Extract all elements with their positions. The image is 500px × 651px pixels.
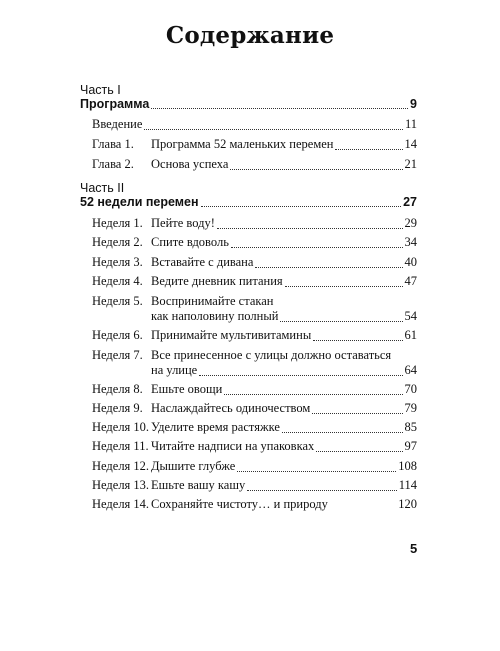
page-number: 47 bbox=[404, 274, 417, 288]
entry-title: Сохраняйте чистоту… и природу bbox=[151, 497, 328, 511]
toc-entry-week-9 bbox=[92, 400, 417, 416]
section-title: Программа bbox=[80, 97, 150, 111]
entry-label: Неделя 9. bbox=[92, 401, 143, 415]
leader-dots bbox=[280, 321, 402, 322]
entry-label: Неделя 12. bbox=[92, 459, 150, 473]
toc-entry-week-6 bbox=[92, 327, 417, 343]
leader-dots bbox=[237, 471, 396, 472]
page-number: 79 bbox=[404, 401, 417, 415]
toc-entry-week-7-line-1 bbox=[92, 347, 417, 363]
toc-entry-week-2 bbox=[92, 234, 417, 250]
entry-title: Уделите время растяжке bbox=[151, 420, 280, 434]
entry-title: Ешьте овощи bbox=[151, 382, 223, 396]
leader-dots bbox=[312, 413, 402, 414]
page-number: 11 bbox=[404, 117, 417, 131]
part-1-label: Часть I bbox=[80, 83, 121, 97]
leader-dots bbox=[285, 286, 403, 287]
entry-title: Воспринимайте стакан bbox=[151, 294, 274, 308]
toc-entry-week-5-line-2 bbox=[151, 308, 417, 324]
entry-label: Неделя 8. bbox=[92, 382, 143, 396]
entry-title: Ешьте вашу кашу bbox=[151, 478, 246, 492]
toc-entry-week-4 bbox=[92, 273, 417, 289]
leader-dots bbox=[231, 247, 403, 248]
leader-dots bbox=[316, 451, 402, 452]
entry-title: Все принесенное с улицы должно оставаться bbox=[151, 348, 392, 362]
entry-label: Неделя 11. bbox=[92, 439, 149, 453]
entry-label: Неделя 7. bbox=[92, 348, 143, 362]
entry-title-continued: на улице bbox=[151, 363, 198, 377]
toc-entry-week-5-line-1 bbox=[92, 293, 417, 309]
entry-label: Глава 2. bbox=[92, 157, 134, 171]
page-number: 54 bbox=[404, 309, 417, 323]
toc-entry-week-13 bbox=[92, 477, 417, 493]
entry-title: Дышите глубже bbox=[151, 459, 236, 473]
page-number: 40 bbox=[404, 255, 417, 269]
page-number: 61 bbox=[404, 328, 417, 342]
toc-entry-week-10 bbox=[92, 419, 417, 435]
leader-dots bbox=[230, 169, 402, 170]
entry-label: Неделя 3. bbox=[92, 255, 143, 269]
page-title: Содержание bbox=[165, 22, 335, 49]
page-number: 21 bbox=[404, 157, 417, 171]
toc-entry-intro bbox=[92, 116, 417, 132]
leader-dots bbox=[217, 228, 403, 229]
entry-title: Программа 52 маленьких перемен bbox=[151, 137, 334, 151]
entry-title: Основа успеха bbox=[151, 157, 229, 171]
page-number: 27 bbox=[403, 195, 417, 209]
page-number: 14 bbox=[404, 137, 417, 151]
entry-label: Неделя 2. bbox=[92, 235, 143, 249]
page-number: 85 bbox=[404, 420, 417, 434]
leader-dots bbox=[247, 490, 396, 491]
entry-title: Принимайте мультивитамины bbox=[151, 328, 312, 342]
leader-dots bbox=[282, 432, 403, 433]
leader-dots bbox=[144, 129, 403, 130]
entry-label: Неделя 1. bbox=[92, 216, 143, 230]
toc-entry-chapter-1 bbox=[92, 136, 417, 152]
entry-title-continued: как наполовину полный bbox=[151, 309, 279, 323]
toc-entry-week-12 bbox=[92, 458, 417, 474]
toc-section-program bbox=[80, 95, 417, 111]
page-number: 64 bbox=[404, 363, 417, 377]
entry-title: Вставайте с дивана bbox=[151, 255, 254, 269]
leader-dots bbox=[151, 108, 408, 109]
folio-page-number: 5 bbox=[410, 541, 418, 556]
leader-dots bbox=[255, 267, 402, 268]
entry-label: Неделя 13. bbox=[92, 478, 150, 492]
entry-title: Введение bbox=[92, 117, 143, 131]
entry-label: Неделя 6. bbox=[92, 328, 143, 342]
page-number: 70 bbox=[404, 382, 417, 396]
entry-label: Неделя 4. bbox=[92, 274, 143, 288]
page-number: 120 bbox=[398, 497, 417, 511]
part-2-label: Часть II bbox=[80, 181, 125, 195]
leader-dots bbox=[199, 375, 402, 376]
entry-title: Ведите дневник питания bbox=[151, 274, 283, 288]
page-number: 9 bbox=[410, 97, 417, 111]
entry-label: Неделя 10. bbox=[92, 420, 150, 434]
leader-dots bbox=[313, 340, 402, 341]
entry-label: Глава 1. bbox=[92, 137, 134, 151]
toc-entry-week-14 bbox=[92, 496, 417, 512]
toc-section-52-weeks bbox=[80, 193, 417, 209]
toc-entry-week-11 bbox=[92, 438, 417, 454]
entry-label: Неделя 5. bbox=[92, 294, 143, 308]
page-number: 108 bbox=[398, 459, 417, 473]
leader-dots bbox=[201, 206, 402, 207]
toc-entry-week-8 bbox=[92, 381, 417, 397]
entry-title: Пейте воду! bbox=[151, 216, 215, 230]
page-number: 114 bbox=[398, 478, 417, 492]
entry-title: Читайте надписи на упаковках bbox=[151, 439, 315, 453]
toc-entry-week-3 bbox=[92, 254, 417, 270]
section-title: 52 недели перемен bbox=[80, 195, 199, 209]
page-number: 29 bbox=[404, 216, 417, 230]
toc-entry-week-1 bbox=[92, 215, 417, 231]
toc-entry-chapter-2 bbox=[92, 156, 417, 172]
toc-entry-week-7-line-2 bbox=[151, 362, 417, 378]
entry-title: Наслаждайтесь одиночеством bbox=[151, 401, 311, 415]
page-number: 34 bbox=[404, 235, 417, 249]
leader-dots bbox=[335, 149, 402, 150]
entry-label: Неделя 14. bbox=[92, 497, 150, 511]
entry-title: Спите вдоволь bbox=[151, 235, 229, 249]
page-number: 97 bbox=[404, 439, 417, 453]
leader-dots bbox=[224, 394, 402, 395]
